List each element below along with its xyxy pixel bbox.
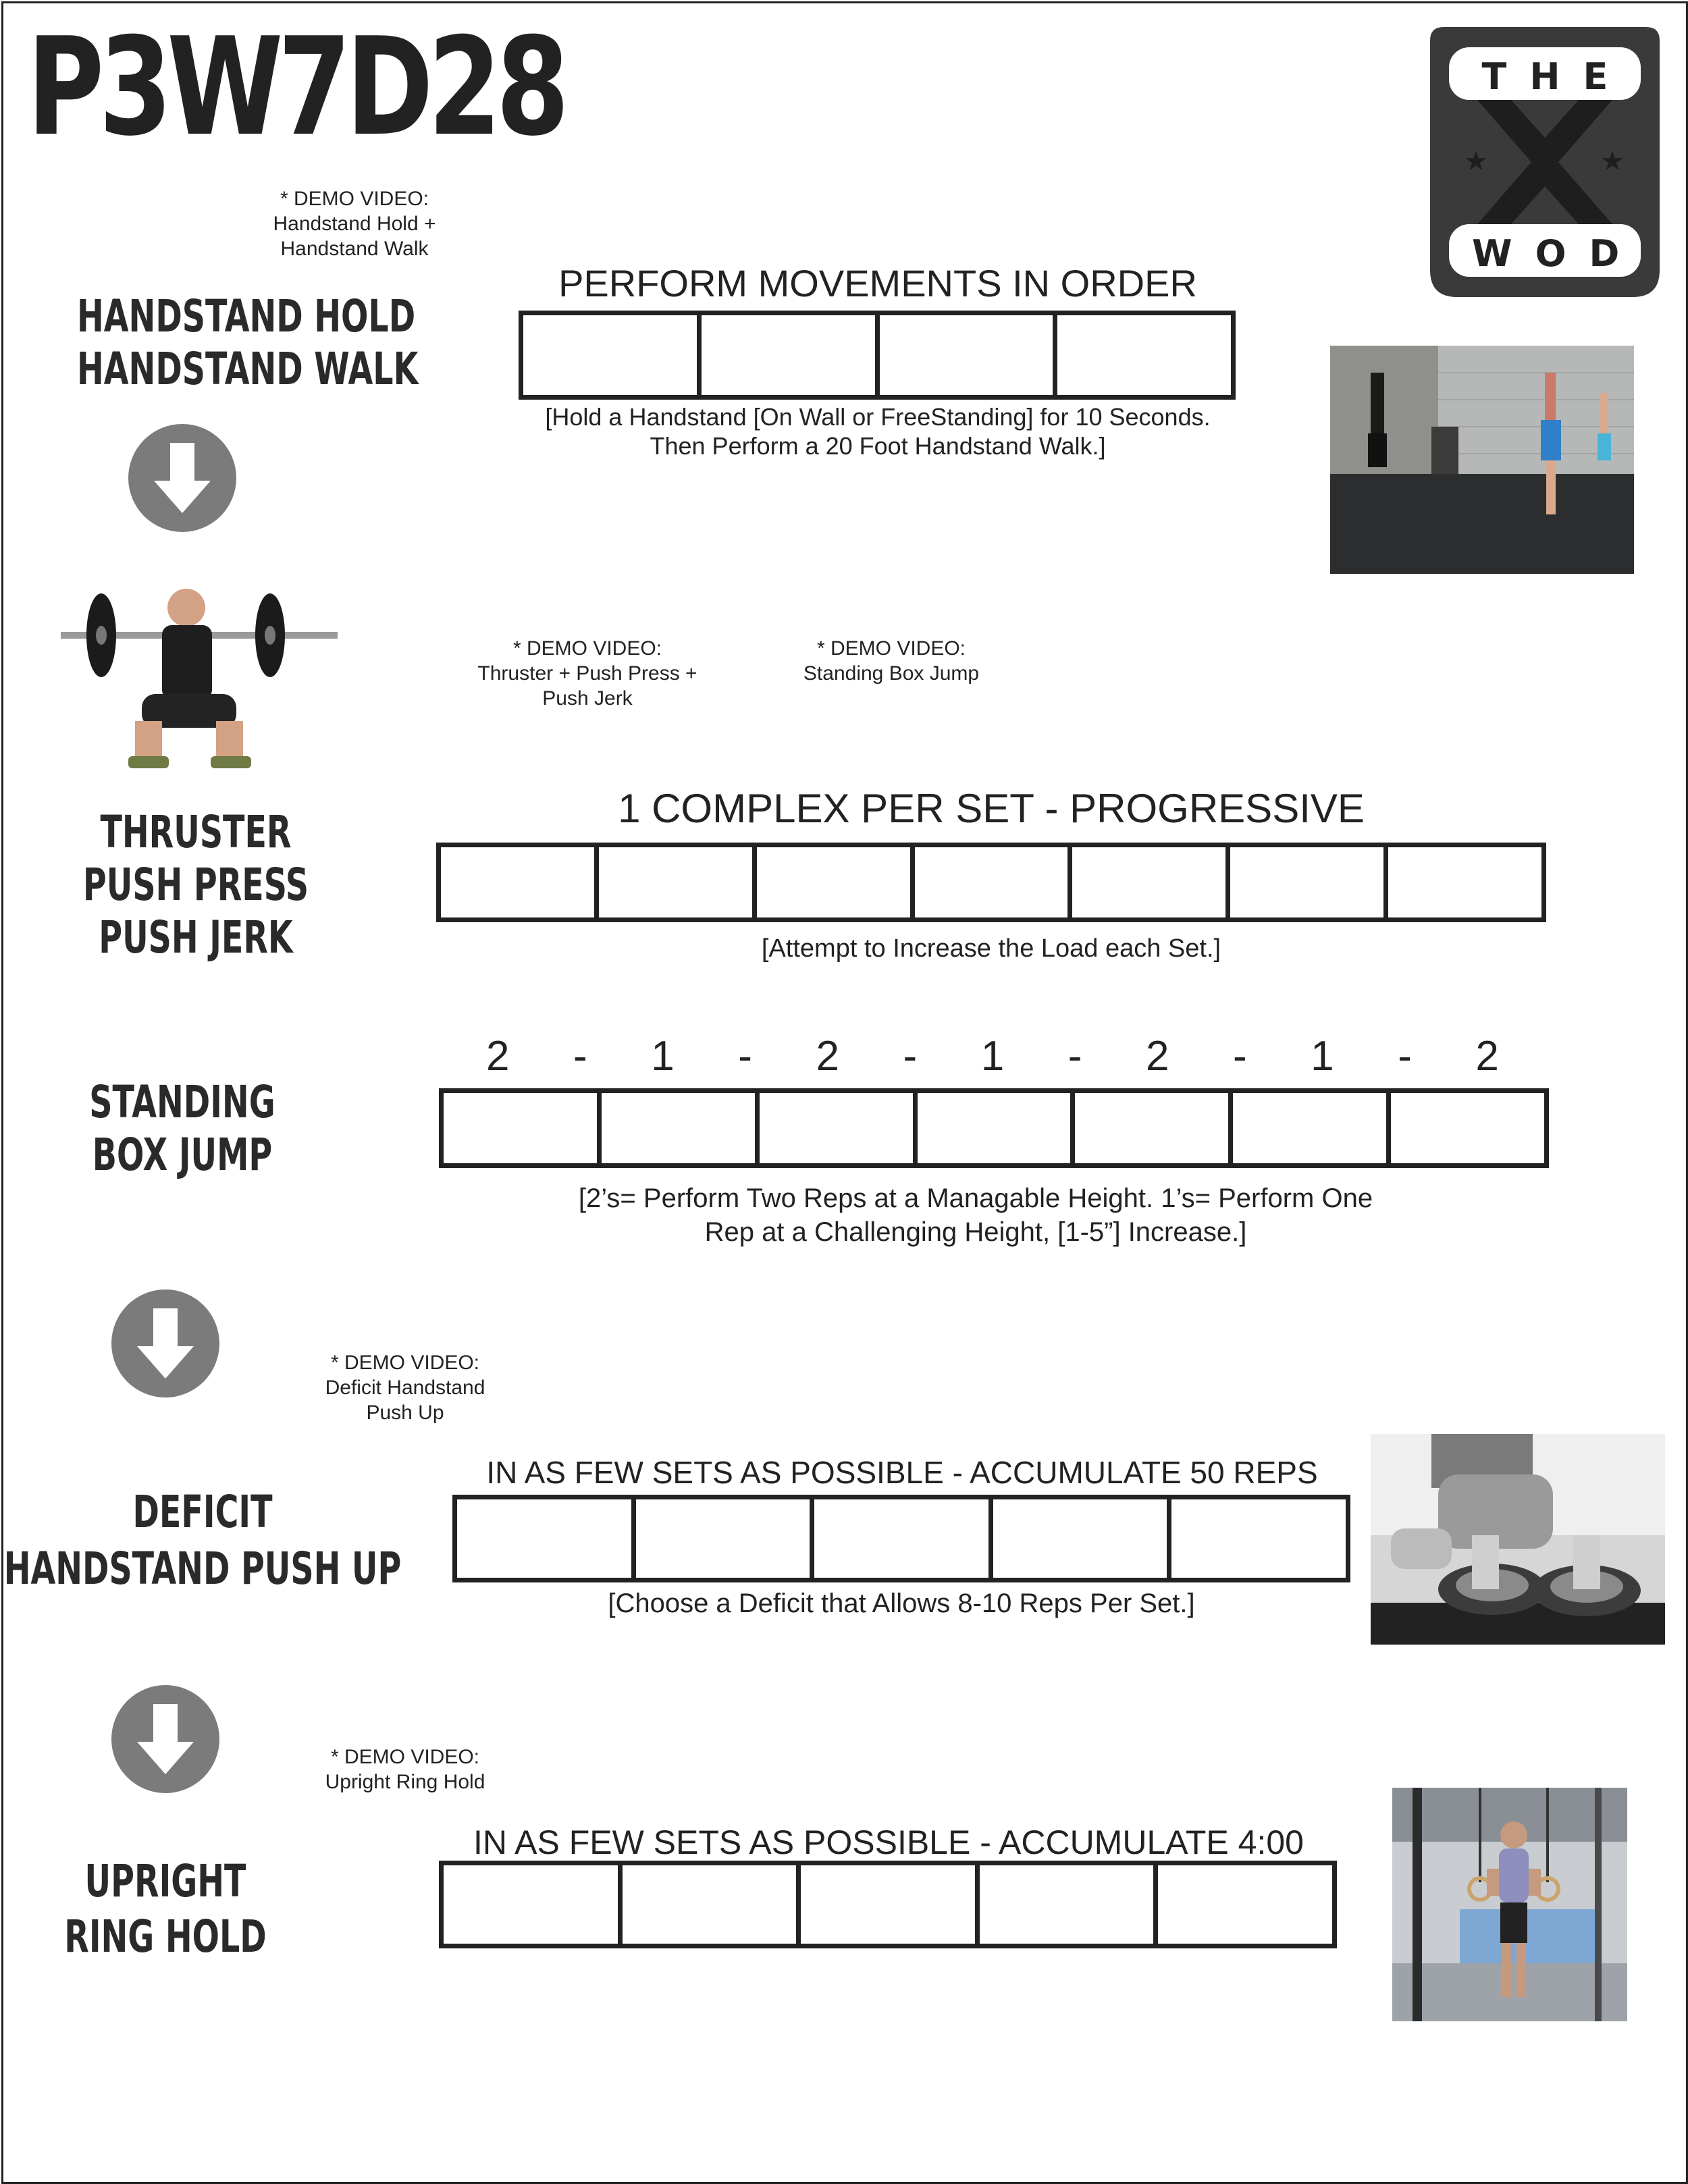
rep-scheme: 2 - 1 - 2 - 1 - 2 - 1 - 2 [486,1033,1499,1080]
set-boxes-hspu [452,1495,1350,1582]
set-boxes-boxjump [439,1088,1549,1168]
set-box[interactable] [523,315,702,395]
movement-ringhold: UPRIGHT RING HOLD [64,1855,267,1963]
set-box[interactable] [1230,847,1388,917]
set-box[interactable] [444,1093,602,1163]
down-arrow-icon [111,1685,219,1793]
set-box[interactable] [702,315,880,395]
svg-text:★: ★ [1464,146,1488,177]
set-box[interactable] [1391,1093,1544,1163]
section-heading-handstand: PERFORM MOVEMENTS IN ORDER [558,262,1197,304]
set-box[interactable] [980,1865,1159,1944]
demo-note-handstand: * DEMO VIDEO: Handstand Hold + Handstand Walk [243,186,466,261]
the-x-wod-logo [1430,27,1660,297]
set-box[interactable] [441,847,599,917]
set-box[interactable] [814,1499,993,1578]
set-box[interactable] [757,847,915,917]
set-box[interactable] [880,315,1058,395]
set-box[interactable] [801,1865,980,1944]
section-note-boxjump: [2’s= Perform Two Reps at a Managable Height. 1’s= Perform One Rep at a Challenging Height, [1-5”] Increase.] [578,1183,1373,1247]
set-box[interactable] [993,1499,1172,1578]
demo-note-complex: * DEMO VIDEO: Thruster + Push Press + Push Jerk [439,636,736,711]
set-box[interactable] [915,847,1073,917]
thruster-photo [61,579,338,775]
hspu-photo [1371,1434,1665,1645]
set-box[interactable] [636,1499,815,1578]
movement-hspu: DEFICIT HANDSTAND PUSH UP [3,1486,402,1595]
section-heading-hspu: IN AS FEW SETS AS POSSIBLE - ACCUMULATE 50 REPS [486,1455,1318,1490]
handstand-photo [1330,346,1634,574]
demo-label[interactable]: * DEMO VIDEO: [512,637,662,660]
set-box[interactable] [1233,1093,1391,1163]
set-box[interactable] [457,1499,636,1578]
demo-label[interactable]: * DEMO VIDEO: [330,1746,480,1768]
logo-middle-text [1430,128,1660,129]
section-heading-ringhold: IN AS FEW SETS AS POSSIBLE - ACCUMULATE 4:00 [473,1823,1304,1861]
svg-text:★: ★ [1600,146,1625,177]
set-boxes-ringhold [439,1861,1337,1948]
set-box[interactable] [760,1093,918,1163]
demo-note-boxjump: * DEMO VIDEO: Standing Box Jump [763,636,1020,686]
set-box[interactable] [599,847,757,917]
set-box[interactable] [1158,1865,1332,1944]
page-code: P3W7D28 [27,9,564,166]
down-arrow-icon [111,1289,219,1397]
section-note-hspu: [Choose a Deficit that Allows 8-10 Reps Per Set.] [608,1589,1195,1618]
set-box[interactable] [1072,847,1230,917]
set-box[interactable] [1388,847,1541,917]
movement-handstand: HANDSTAND HOLD HANDSTAND WALK [76,290,419,395]
demo-label[interactable]: * DEMO VIDEO: [330,1352,480,1374]
demo-note-hspu: * DEMO VIDEO: Deficit Handstand Push Up [290,1350,520,1425]
set-box[interactable] [444,1865,623,1944]
section-note-complex: [Attempt to Increase the Load each Set.] [761,934,1221,963]
set-box[interactable] [1075,1093,1233,1163]
section-note-handstand: [Hold a Handstand [On Wall or FreeStanding] for 10 Seconds. Then Perform a 20 Foot Handstand Walk.] [545,403,1211,460]
logo-top-text: THE [1481,55,1631,98]
section-heading-complex: 1 COMPLEX PER SET - PROGRESSIVE [618,786,1365,831]
set-boxes-handstand [519,311,1236,400]
movement-complex: THRUSTER PUSH PRESS PUSH JERK [82,806,309,963]
down-arrow-icon [128,424,236,532]
demo-label[interactable]: * DEMO VIDEO: [816,637,966,660]
set-box[interactable] [623,1865,801,1944]
set-box[interactable] [1057,315,1231,395]
set-box[interactable] [602,1093,760,1163]
ring-hold-photo [1392,1788,1627,2021]
demo-note-ringhold: * DEMO VIDEO: Upright Ring Hold [290,1744,520,1794]
movement-boxjump: STANDING BOX JUMP [89,1076,275,1181]
set-box[interactable] [918,1093,1076,1163]
demo-label[interactable]: * DEMO VIDEO: [280,188,429,210]
logo-bottom-text: WOD [1472,232,1643,275]
set-boxes-complex [436,843,1546,922]
set-box[interactable] [1171,1499,1346,1578]
